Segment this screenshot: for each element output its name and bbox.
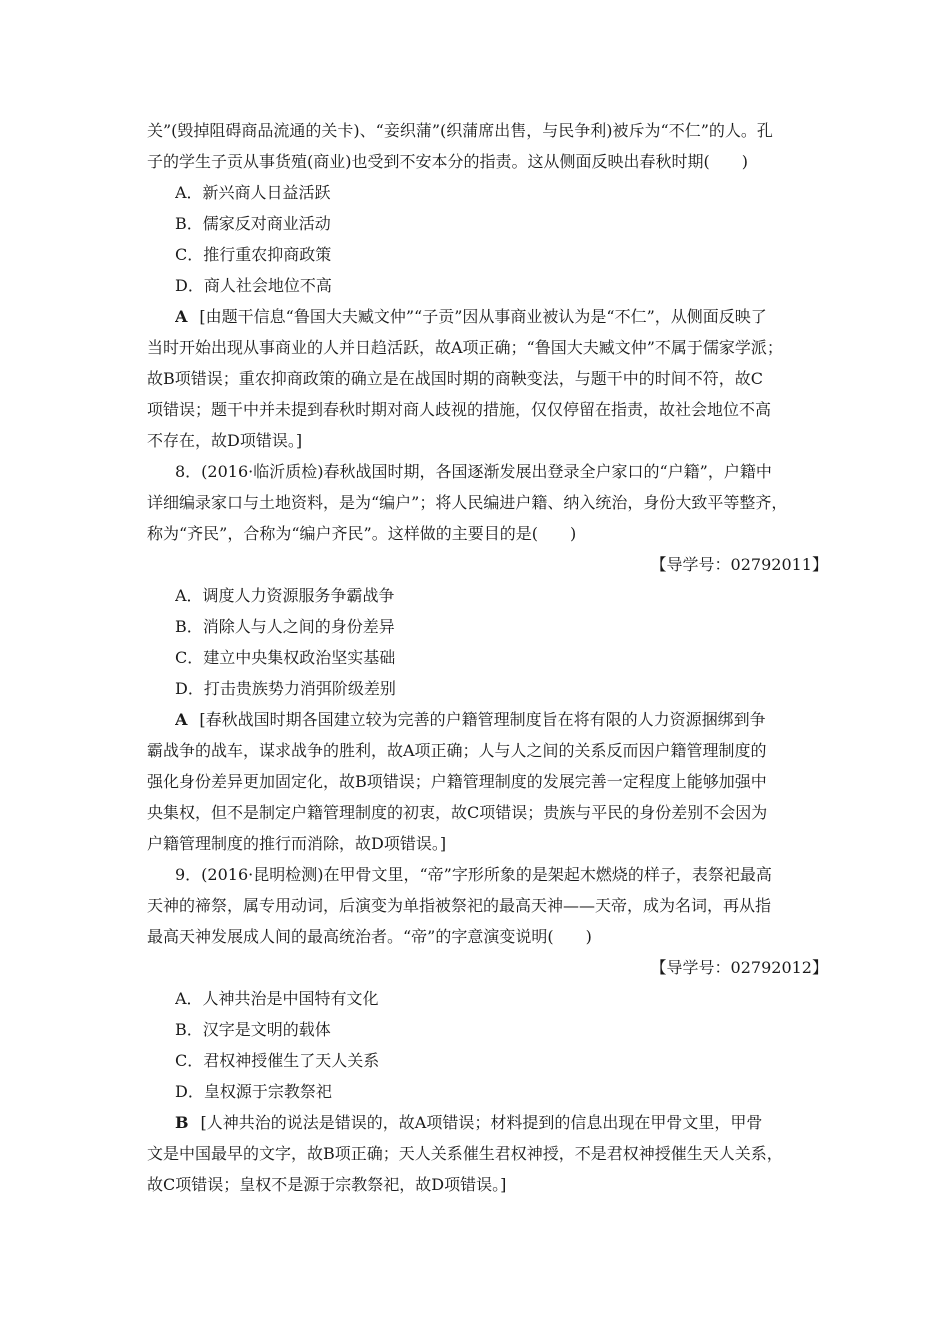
q8-explanation-line-2: 霸战争的战车，谋求战争的胜利，故A项正确；人与人之间的关系反而因户籍管理制度的: [147, 741, 767, 760]
q9-explanation-line-1: B [人神共治的说法是错误的，故A项错误；材料提到的信息出现在甲骨文里，甲骨: [175, 1113, 763, 1132]
q8-stem-line-2: 详细编录家口与土地资料，是为“编户”；将人民编进户籍、纳入统治，身份大致平等整齐，: [147, 493, 788, 512]
q9-option-c: C．君权神授催生了天人关系: [175, 1051, 380, 1070]
q8-study-number: 【导学号：02792011】: [650, 555, 828, 574]
q8-option-a: A．调度人力资源服务争霸战争: [175, 586, 395, 605]
q8-stem-line-3: 称为“齐民”，合称为“编户齐民”。这样做的主要目的是( ): [147, 524, 577, 543]
q8-explanation-line-1: A [春秋战国时期各国建立较为完善的户籍管理制度旨在将有限的人力资源捆绑到争: [175, 710, 766, 729]
q8-answer: A: [175, 710, 188, 729]
q7-explanation-line-4: 项错误；题干中并未提到春秋时期对商人歧视的措施，仅仅停留在指责，故社会地位不高: [147, 400, 772, 419]
q8-stem-line-1: 8．(2016·临沂质检)春秋战国时期，各国逐渐发展出登录全户家口的“户籍”，户籍中: [175, 462, 772, 481]
q7-explanation-line-2: 当时开始出现从事商业的人并日趋活跃，故A项正确；“鲁国大夫臧文仲”不属于儒家学派；: [147, 338, 783, 357]
q8-option-c: C．建立中央集权政治坚实基础: [175, 648, 396, 667]
q8-explanation-line-3: 强化身份差异更加固定化，故B项错误；户籍管理制度的发展完善一定程度上能够加强中: [147, 772, 767, 791]
q7-option-d: D．商人社会地位不高: [175, 276, 332, 295]
q9-answer: B: [175, 1113, 189, 1132]
q9-explanation-line-2: 文是中国最早的文字，故B项正确；天人关系催生君权神授，不是君权神授催生天人关系，: [147, 1144, 783, 1163]
q8-option-d: D．打击贵族势力消弭阶级差别: [175, 679, 396, 698]
q8-explanation-line-4: 央集权，但不是制定户籍管理制度的初衷，故C项错误；贵族与平民的身份差别不会因为: [147, 803, 768, 822]
q9-study-number: 【导学号：02792012】: [650, 958, 828, 977]
q7-explanation-line-3: 故B项错误；重农抑商政策的确立是在战国时期的商鞅变法，与题干中的时间不符，故C: [147, 369, 764, 388]
q9-explanation-line-3: 故C项错误；皇权不是源于宗教祭祀，故D项错误。]: [147, 1175, 507, 1194]
q9-stem-line-2: 天神的禘祭，属专用动词，后演变为单指被祭祀的最高天神——天帝，成为名词，再从指: [147, 896, 772, 915]
q7-stem-line-2: 子的学生子贡从事货殖(商业)也受到不安本分的指责。这从侧面反映出春秋时期( ): [147, 152, 748, 171]
q9-option-b: B．汉字是文明的载体: [175, 1020, 331, 1039]
q7-option-a: A．新兴商人日益活跃: [175, 183, 331, 202]
q7-option-c: C．推行重农抑商政策: [175, 245, 332, 264]
q7-explanation-line-5: 不存在，故D项错误。]: [147, 431, 303, 450]
q9-stem-line-1: 9．(2016·昆明检测)在甲骨文里，“帝”字形所象的是架起木燃烧的样子，表祭祀最高: [175, 865, 772, 884]
q8-option-b: B．消除人与人之间的身份差异: [175, 617, 395, 636]
q7-explanation-line-1: A [由题干信息“鲁国大夫臧文仲”“子贡”因从事商业被认为是“不仁”，从侧面反映了: [175, 307, 767, 326]
q7-answer: A: [175, 307, 188, 326]
q7-stem-line-1: 关”(毁掉阻碍商品流通的关卡)、“妾织蒲”(织蒲席出售，与民争利)被斥为“不仁”的人。孔: [147, 121, 773, 140]
q7-option-b: B．儒家反对商业活动: [175, 214, 331, 233]
q8-explanation-line-5: 户籍管理制度的推行而消除，故D项错误。]: [147, 834, 447, 853]
q9-option-a: A．人神共治是中国特有文化: [175, 989, 379, 1008]
q9-option-d: D．皇权源于宗教祭祀: [175, 1082, 332, 1101]
q9-stem-line-3: 最高天神发展成人间的最高统治者。“帝”的字意演变说明( ): [147, 927, 592, 946]
